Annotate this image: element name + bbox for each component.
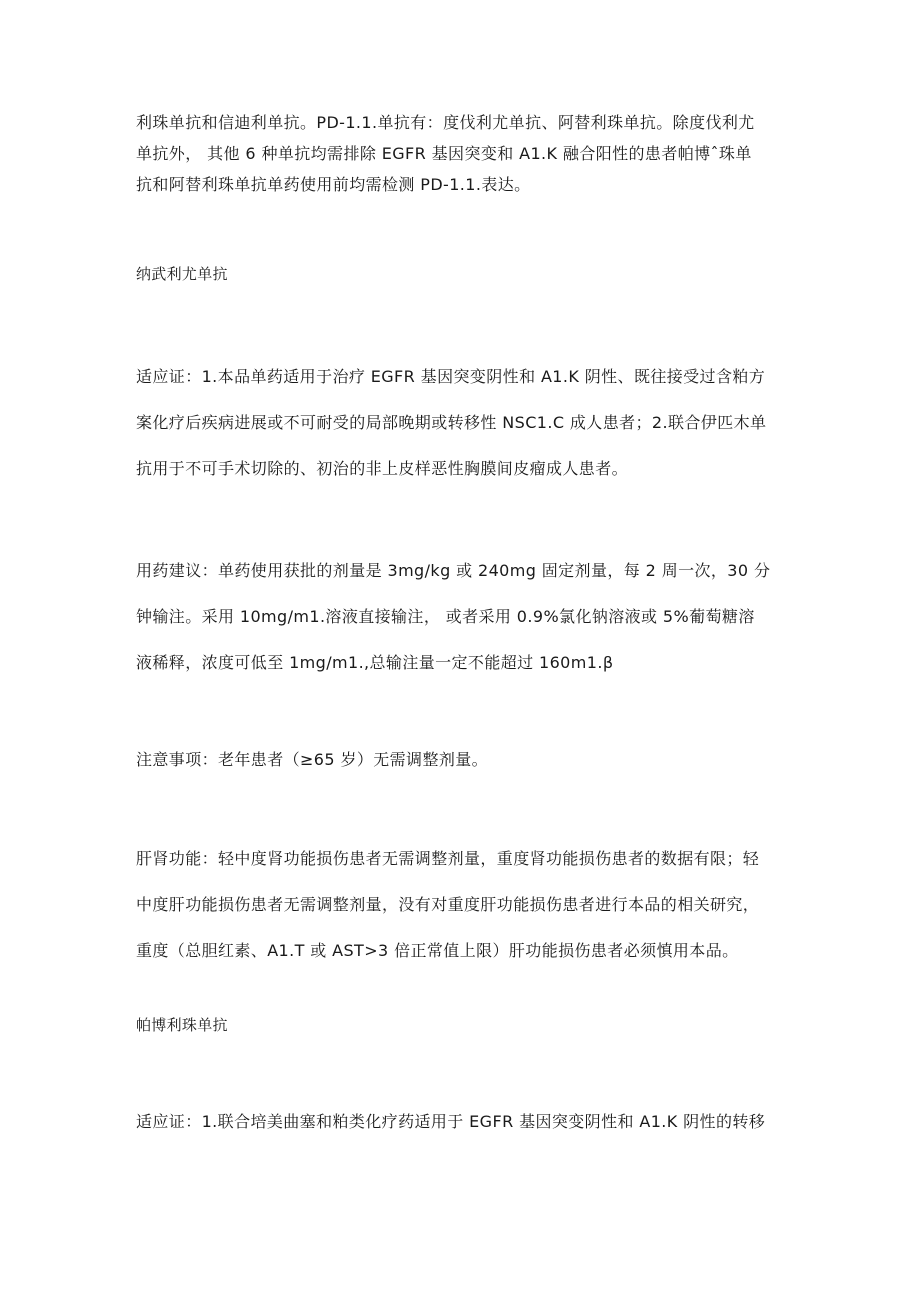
text-line: 利珠单抗和信迪利单抗。PD-1.1.单抗有：度伐利尤单抗、阿替利珠单抗。除度伐利尤 — [136, 113, 755, 132]
organ-function-paragraph — [136, 836, 790, 974]
text-line: 重度（总胆红素、A1.T 或 AST>3 倍正常值上限）肝功能损伤患者必须慎用本品。 — [136, 941, 739, 960]
text-line: 用药建议：单药使用获批的剂量是 3mg/kg 或 240mg 固定剂量，每 2 周一次，30 分 — [136, 561, 771, 580]
text-line: 案化疗后疾病进展或不可耐受的局部晚期或转移性 NSC1.C 成人患者；2.联合伊匹木单 — [136, 413, 767, 432]
indication2-paragraph — [136, 1106, 790, 1137]
text-line: 注意事项：老年患者（≥65 岁）无需调整剂量。 — [136, 750, 489, 769]
section-title-pembrolizumab: 帕博利珠单抗 — [136, 1016, 228, 1034]
text-line: 肝肾功能：轻中度肾功能损伤患者无需调整剂量，重度肾功能损伤患者的数据有限；轻 — [136, 849, 760, 868]
text-line: 抗和阿替利珠单抗单药使用前均需检测 PD-1.1.表达。 — [136, 175, 531, 194]
text-line: 单抗外， 其他 6 种单抗均需排除 EGFR 基因突变和 A1.K 融合阳性的患者帕博ˆ珠单 — [136, 144, 752, 163]
text-line: 钟输注。采用 10mg/m1.溶液直接输注， 或者采用 0.9%氯化钠溶液或 5%葡萄糖溶 — [136, 607, 755, 626]
dosage-paragraph — [136, 548, 790, 686]
text-line: 中度肝功能损伤患者无需调整剂量，没有对重度肝功能损伤患者进行本品的相关研究， — [136, 895, 760, 914]
notes-paragraph — [136, 744, 790, 775]
intro-paragraph — [136, 107, 790, 200]
text-line: 适应证：1.本品单药适用于治疗 EGFR 基因突变阴性和 A1.K 阴性、既往接受过含粕方 — [136, 367, 766, 386]
text-line: 液稀释，浓度可低至 1mg/m1.,总输注量一定不能超过 160m1.β — [136, 653, 614, 672]
section-title-nivolumab: 纳武利尤单抗 — [136, 265, 228, 283]
indication-paragraph — [136, 354, 790, 492]
text-line: 抗用于不可手术切除的、初治的非上皮样恶性胸膜间皮瘤成人患者。 — [136, 459, 629, 478]
text-line: 适应证：1.联合培美曲塞和粕类化疗药适用于 EGFR 基因突变阴性和 A1.K 阴性的转移 — [136, 1112, 766, 1131]
